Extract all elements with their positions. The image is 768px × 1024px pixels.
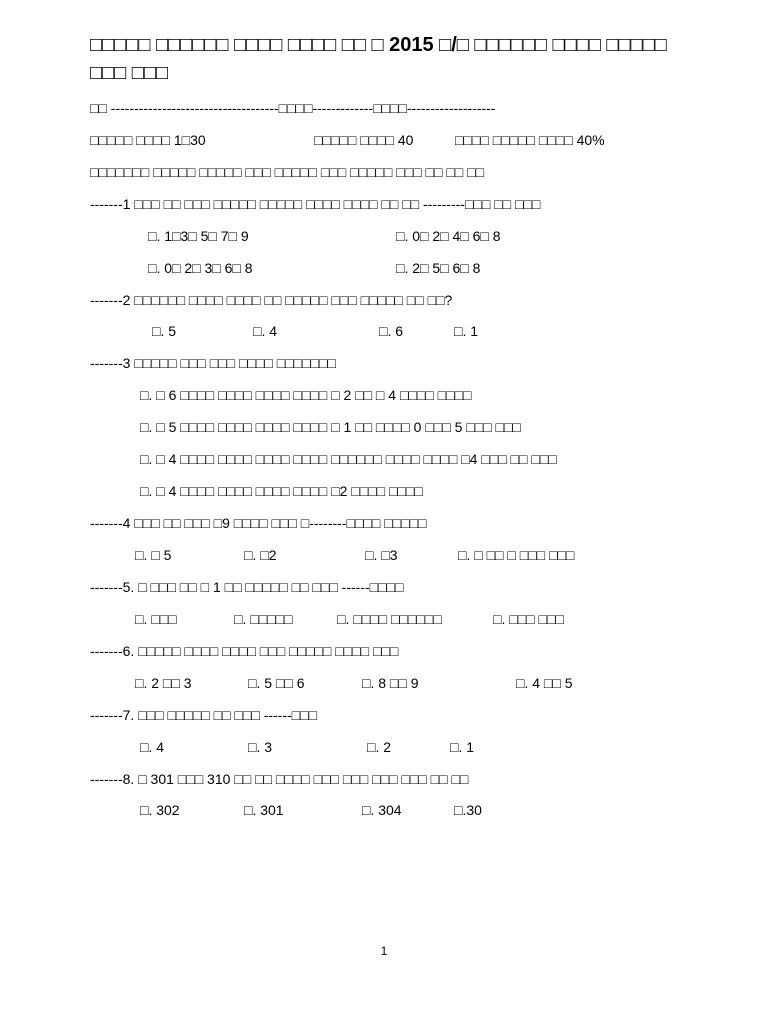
question-7-option-b: □. 3	[248, 739, 273, 755]
question-2-option-c: □. 6	[379, 323, 404, 339]
total-marks: □□□□□ □□□□ 40	[314, 132, 414, 148]
question-4-option-d: □. □ □□ □ □□□ □□□	[458, 547, 575, 563]
instructions: □□□□□□□ □□□□□ □□□□□ □□□ □□□□□ □□□ □□□□□ □□□ □□ □□ □□	[90, 164, 485, 180]
question-7-option-d: □. 1	[450, 739, 475, 755]
question-4-option-c: □. □3	[365, 547, 398, 563]
question-6: -------6. □□□□□ □□□□ □□□□ □□□ □□□□□ □□□□ □□□	[90, 643, 399, 659]
question-8-option-a: □. 302	[140, 802, 180, 818]
question-7-option-a: □. 4	[140, 739, 165, 755]
question-3: -------3 □□□□□ □□□ □□□ □□□□ □□□□□□□	[90, 355, 336, 371]
question-1-option-c: □. 0□ 2□ 3□ 6□ 8	[148, 260, 253, 276]
question-4-option-a: □. □ 5	[135, 547, 172, 563]
question-2-option-b: □. 4	[253, 323, 278, 339]
question-8: -------8. □ 301 □□□ 310 □□ □□ □□□□ □□□ □□□ □□□ □□□ □□ □□	[90, 771, 469, 787]
question-1: -------1 □□□ □□ □□□ □□□□□ □□□□□ □□□□ □□□□ □□ □□ ---------□□□ □□ □□□	[90, 196, 541, 212]
question-4: -------4 □□□ □□ □□□ □9 □□□□ □□□ □--------□□□□ □□□□□	[90, 515, 427, 531]
question-6-option-c: □. 8 □□ 9	[362, 675, 419, 691]
question-3-option-a: □. □ 6 □□□□ □□□□ □□□□ □□□□ □ 2 □□ □ 4 □□□□ □□□□	[140, 387, 472, 403]
page-number: 1	[380, 944, 388, 958]
student-info-line: □□ ------------------------------------□□□□-------------□□□□-------------------	[90, 100, 496, 116]
question-8-option-c: □. 304	[362, 802, 402, 818]
question-7: -------7. □□□ □□□□□ □□ □□□ ------□□□	[90, 707, 318, 723]
question-2-option-a: □. 5	[152, 323, 177, 339]
exam-duration: □□□□□ □□□□ 1□30	[90, 132, 206, 148]
question-5-option-a: □. □□□	[135, 611, 177, 627]
page-title-line-2: □□□ □□□	[90, 62, 169, 84]
question-3-option-c: □. □ 4 □□□□ □□□□ □□□□ □□□□ □□□□□□ □□□□ □□□□ □4 □□□ □□ □□□	[140, 451, 557, 467]
page-title-line-1: □□□□□ □□□□□□ □□□□ □□□□ □□ □ 2015 □/□ □□□□□□ □□□□ □□□□□	[90, 34, 667, 56]
question-6-option-a: □. 2 □□ 3	[135, 675, 192, 691]
question-1-option-b: □. 0□ 2□ 4□ 6□ 8	[396, 228, 501, 244]
question-7-option-c: □. 2	[367, 739, 392, 755]
question-5-option-b: □. □□□□□	[234, 611, 293, 627]
pass-mark: □□□□ □□□□□ □□□□ 40%	[455, 132, 605, 148]
question-5-option-c: □. □□□□ □□□□□□	[337, 611, 442, 627]
question-5-option-d: □. □□□ □□□	[493, 611, 564, 627]
question-8-option-b: □. 301	[244, 802, 284, 818]
question-8-option-d: □.30	[454, 802, 482, 818]
question-2-option-d: □. 1	[454, 323, 479, 339]
question-6-option-b: □. 5 □□ 6	[248, 675, 305, 691]
question-1-option-d: □. 2□ 5□ 6□ 8	[396, 260, 481, 276]
question-1-option-a: □. 1□3□ 5□ 7□ 9	[148, 228, 249, 244]
question-3-option-b: □. □ 5 □□□□ □□□□ □□□□ □□□□ □ 1 □□ □□□□ 0 □□□ 5 □□□ □□□	[140, 419, 521, 435]
question-4-option-b: □. □2	[244, 547, 277, 563]
question-3-option-d: □. □ 4 □□□□ □□□□ □□□□ □□□□ □2 □□□□ □□□□	[140, 483, 423, 499]
question-2: -------2 □□□□□□ □□□□ □□□□ □□ □□□□□ □□□ □□□□□ □□ □□?	[90, 292, 453, 308]
question-5: -------5. □ □□□ □□ □ 1 □□ □□□□□ □□ □□□ ------□□□□	[90, 579, 404, 595]
question-6-option-d: □. 4 □□ 5	[516, 675, 573, 691]
